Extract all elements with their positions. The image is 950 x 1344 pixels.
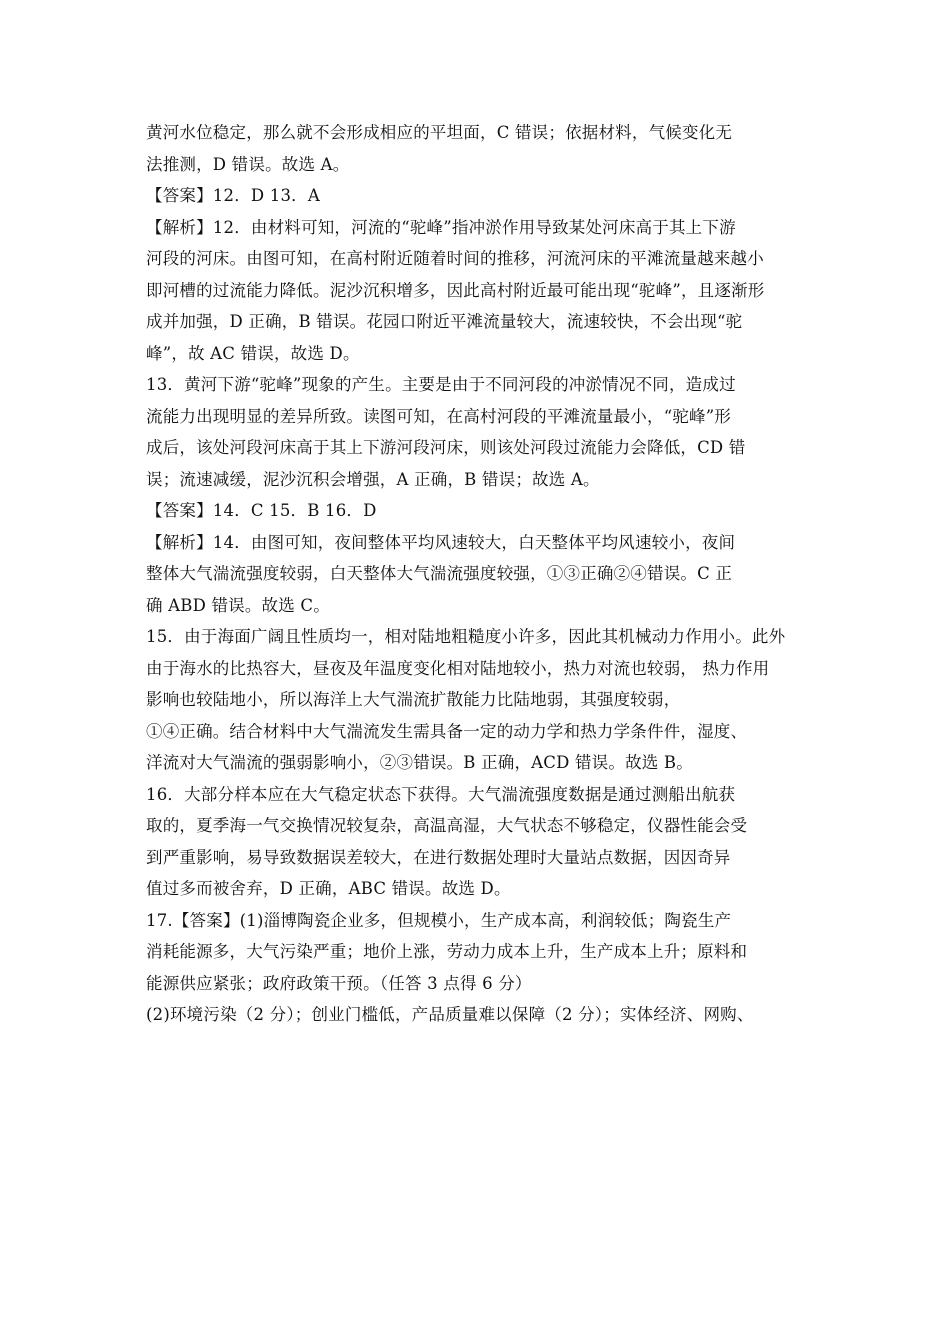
text-line: 流能力出现明显的差异所致。读图可知，在高村河段的平滩流量最小，“驼峰”形 [146, 406, 732, 426]
text-line: 即河槽的过流能力降低。泥沙沉积增多，因此高村附近最可能出现“驼峰”，且逐渐形 [146, 280, 765, 300]
text-line: 消耗能源多，大气污染严重；地价上涨，劳动力成本上升，生产成本上升；原料和 [146, 942, 748, 961]
text-line: 能源供应紧张；政府政策干预。（任答 3 点得 6 分） [146, 973, 532, 993]
answer-text-block [146, 117, 826, 1031]
text-line: 河段的河床。由图可知，在高村附近随着时间的推移，河流河床的平滩流量越来越小 [146, 249, 764, 268]
text-line: 值过多而被舍弃，D 正确，ABC 错误。故选 D。 [146, 879, 511, 898]
text-line: (2)环境污染（2 分）；创业门槛低，产品质量难以保障（2 分）；实体经济、网购、 [146, 1005, 754, 1024]
analysis-line: 【解析】14．由图可知，夜间整体平均风速较大，白天整体平均风速较小，夜间 [146, 532, 736, 552]
answer-line-12-13: 【答案】12．D 13．A [146, 186, 320, 205]
text-line: 洋流对大气湍流的强弱影响小，②③错误。B 正确，ACD 错误。故选 B。 [146, 753, 693, 772]
text-line: 由于海水的比热容大，昼夜及年温度变化相对陆地较小，热力对流也较弱， 热力作用 [146, 658, 770, 678]
analysis-line: 【解析】12．由材料可知，河流的“驼峰”指冲淤作用导致某处河床高于其上下游 [146, 217, 736, 237]
text-line: 取的，夏季海一气交换情况较复杂，高温高湿，大气状态不够稳定，仪器性能会受 [146, 816, 748, 835]
answer-line-17: 17.【答案】(1)淄博陶瓷企业多，但规模小，生产成本高，利润较低；陶瓷生产 [146, 910, 732, 930]
answer-line-14-16: 【答案】14．C 15．B 16．D [146, 501, 377, 520]
text-line: 确 ABD 错误。故选 C。 [146, 595, 330, 615]
text-line: 成后，该处河段河床高于其上下游河段河床，则该处河段过流能力会降低，CD 错 [146, 438, 746, 457]
text-line: 峰”，故 AC 错误，故选 D。 [146, 343, 360, 363]
text-line: 16．大部分样本应在大气稳定状态下获得。大气湍流强度数据是通过测船出航获 [146, 784, 736, 804]
text-line: 法推测，D 错误。故选 A。 [146, 154, 350, 174]
text-line: 成并加强，D 正确，B 错误。花园口附近平滩流量较大，流速较快，不会出现“驼 [146, 312, 743, 331]
text-line: 到严重影响，易导致数据误差较大，在进行数据处理时大量站点数据，因因奇异 [146, 847, 731, 867]
text-line: 13．黄河下游“驼峰”现象的产生。主要是由于不同河段的冲淤情况不同，造成过 [146, 375, 736, 394]
text-line: 15．由于海面广阔且性质均一，相对陆地粗糙度小许多，因此其机械动力作用小。此外 [146, 627, 786, 646]
text-line: 黄河水位稳定，那么就不会形成相应的平坦面，C 错误；依据材料，气候变化无 [146, 123, 733, 142]
text-line: ①④正确。结合材料中大气湍流发生需具备一定的动力学和热力学条件件，湿度、 [146, 721, 748, 741]
text-line: 整体大气湍流强度较弱，白天整体大气湍流强度较强，①③正确②④错误。C 正 [146, 564, 733, 583]
text-line: 误；流速减缓，泥沙沉积会增强，A 正确，B 错误；故选 A。 [146, 469, 600, 489]
text-line: 影响也较陆地小，所以海洋上大气湍流扩散能力比陆地弱，其强度较弱， [146, 690, 681, 709]
